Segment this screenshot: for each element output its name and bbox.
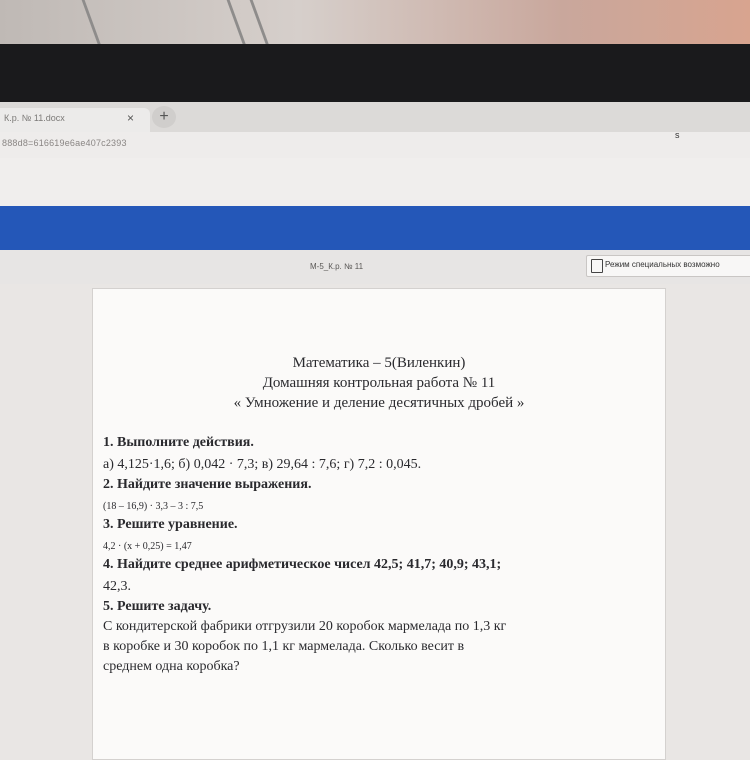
app-header-bar <box>0 206 750 250</box>
task5-heading: 5. Решите задачу. <box>103 599 212 614</box>
task4-line2: 42,3. <box>103 579 131 594</box>
room-object <box>250 0 270 46</box>
task4-line1: 4. Найдите среднее арифметическое чисел 42,5; 41,7; 40,9; 43,1; <box>103 557 502 572</box>
accessibility-icon <box>591 259 603 273</box>
document-name: М-5_К.р. № 11 <box>310 262 364 271</box>
close-icon[interactable]: × <box>127 111 135 125</box>
browser-tabstrip <box>0 102 750 132</box>
room-object <box>82 0 102 46</box>
task3-expression: 4,2 · (x + 0,25) = 1,47 <box>103 541 192 552</box>
accessibility-mode-button[interactable] <box>586 255 750 277</box>
task1-heading: 1. Выполните действия. <box>103 435 254 450</box>
address-bar[interactable] <box>0 132 750 159</box>
task1-items: а) 4,125·1,6; б) 0,042 · 7,3; в) 29,64 : 7,6; г) 7,2 : 0,045. <box>103 457 422 472</box>
background-room <box>0 0 750 46</box>
task3-heading: 3. Решите уравнение. <box>103 517 238 532</box>
task5-line1: С кондитерской фабрики отгрузили 20 коробок мармелада по 1,3 кг <box>103 619 507 634</box>
task5-line2: в коробке и 30 коробок по 1,1 кг мармелада. Сколько весит в <box>103 639 465 654</box>
tab-title: К.р. № 11.docx <box>4 113 65 123</box>
page-top-area <box>0 158 750 206</box>
doc-title-line2: Домашняя контрольная работа № 11 <box>262 375 496 391</box>
monitor-bezel <box>0 44 750 102</box>
document-page <box>92 288 666 760</box>
profile-indicator[interactable]: s <box>675 130 680 140</box>
new-tab-button[interactable]: + <box>152 106 176 128</box>
doc-title-line3: « Умножение и деление десятичных дробей » <box>233 395 525 411</box>
url-text: 888d8=616619e6ae407c2393 <box>2 138 127 148</box>
task2-heading: 2. Найдите значение выражения. <box>103 477 312 492</box>
task2-expression: (18 – 16,9) · 3,3 – 3 : 7,5 <box>103 501 204 512</box>
task5-line3: среднем одна коробка? <box>103 659 240 674</box>
doc-title-line1: Математика – 5(Виленкин) <box>292 355 466 371</box>
room-object <box>227 0 247 46</box>
browser-tab[interactable] <box>0 108 150 132</box>
accessibility-mode-label: Режим специальных возможно <box>605 260 720 269</box>
